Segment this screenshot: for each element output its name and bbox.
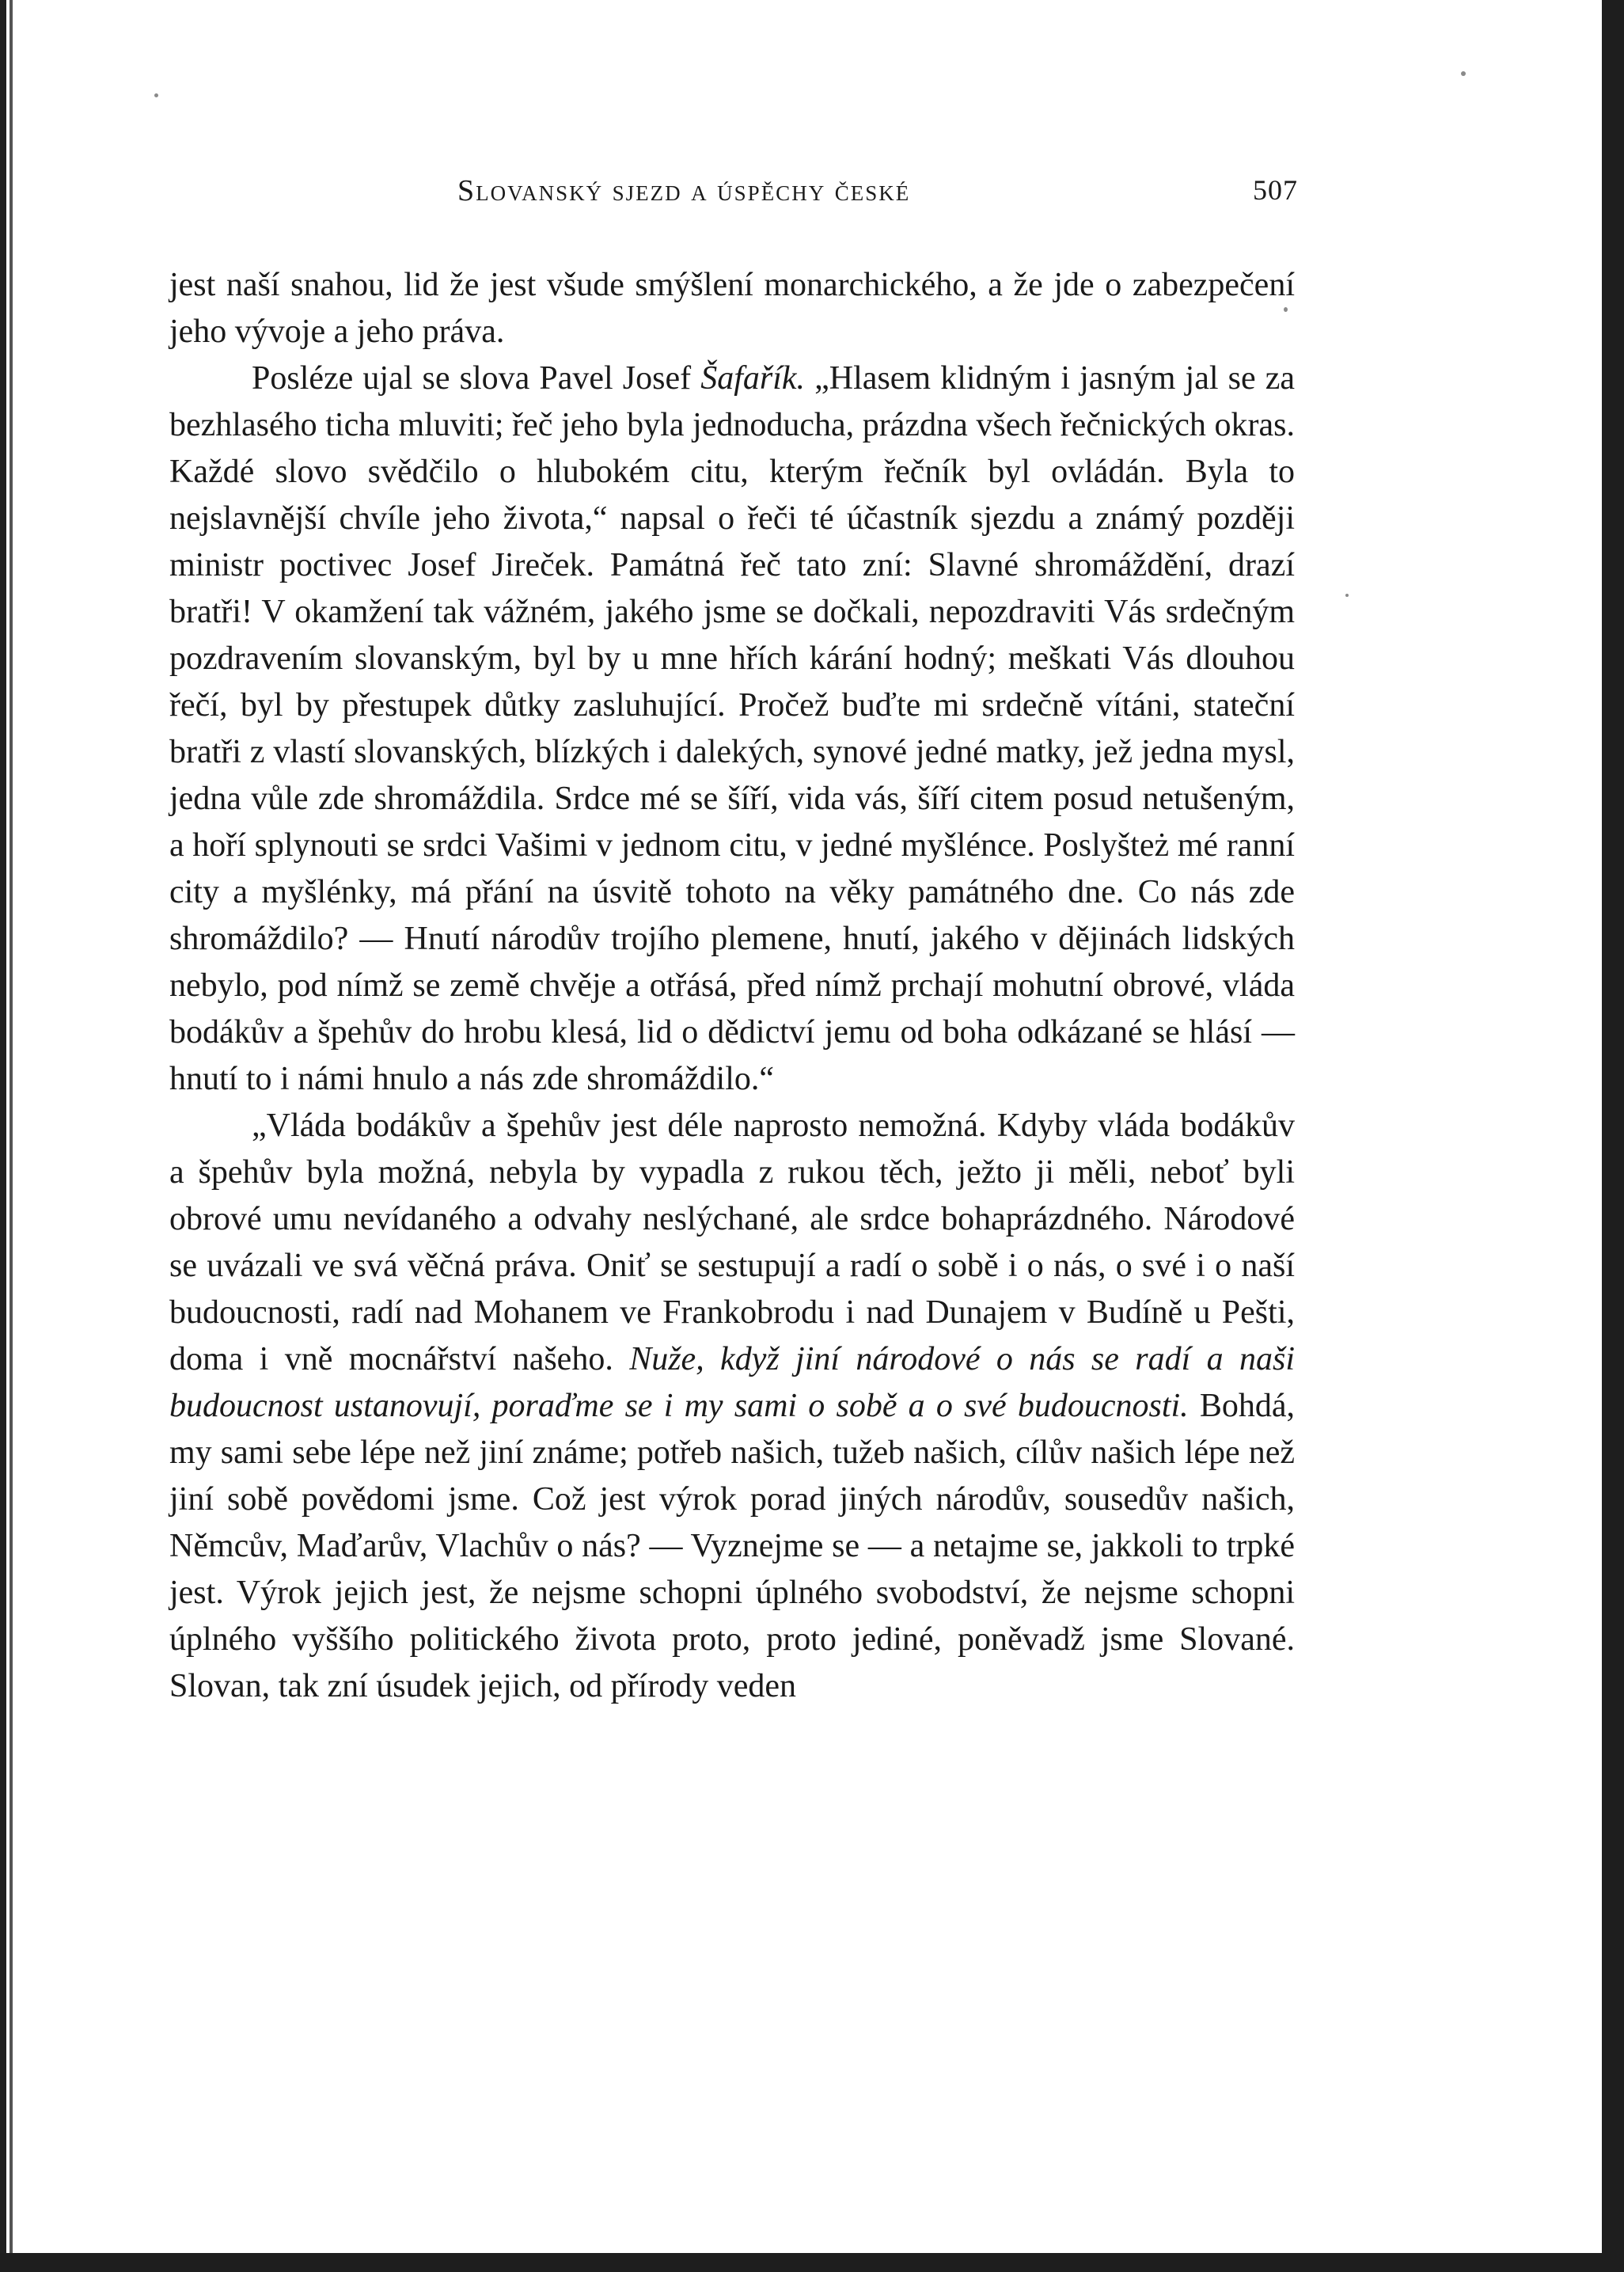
paragraph-speech-continued xyxy=(169,1103,1295,1710)
speaker-name: Šafařík. xyxy=(700,360,806,397)
emphasized-text: Nuže, když jiní národové o nás se radí a naši budoucnost ustanovují, poraďme se i my sami o sobě a o své budoucnosti. xyxy=(169,1341,1296,1424)
dust-speck xyxy=(1461,71,1466,76)
paragraph-text: „Vláda bodákův a špehův jest déle naprosto nemožná. Kdyby vláda bodákův a špehův byla možná, nebyla by vypadla z rukou těch, ježto ji měli, neboť byli obrové umu nevídaného a odvahy neslýchané, ale srdce bohaprázdného. Národové se uvázali ve svá věčná práva. Oniť se sestupují a radí o sobě i o nás, o své i o naší budoucnosti, radí nad Mohanem ve Frankobrodu i nad Dunajem v Budíně u Pešti, doma i vně mocnářství našeho. xyxy=(169,1108,1295,1377)
scan-edge-left xyxy=(0,0,6,2272)
text-body xyxy=(169,262,1295,1710)
paragraph-safarik-speech xyxy=(169,355,1295,1103)
running-title: Slovanský sjezd a úspěchy české xyxy=(457,174,911,207)
paragraph-continuation: jest naší snahou, lid že jest všude smýšlení monarchického, a že jde o zabezpečení jeho vývoje a jeho práva. xyxy=(169,267,1295,350)
scan-edge-right xyxy=(1602,0,1624,2272)
book-page xyxy=(169,162,1298,1710)
paragraph-text: Posléze ujal se slova Pavel Josef xyxy=(252,360,701,397)
dust-speck xyxy=(1345,594,1349,597)
running-head xyxy=(169,162,1298,210)
scan-edge-bottom xyxy=(0,2253,1624,2272)
paragraph-text: Bohdá, my sami sebe lépe než jiní známe; potřeb našich, tužeb našich, cílův našich lépe než jiní sobě povědomi jsme. Což jest výrok porad jiných národův, sousedův našich, Němcův, Maďarův, Vlachův o nás? — Vyznejme se — a netajme se, jakkoli to trpké jest. Výrok jejich jest, že nejsme schopni úplného svobodství, že nejsme schopni úplného vyššího politického života proto, proto jediné, poněvadž jsme Slované. Slovan, tak zní úsudek jejich, od přírody veden xyxy=(169,1388,1295,1704)
page-number: 507 xyxy=(1253,174,1298,206)
dust-speck xyxy=(154,93,158,97)
scan-edge-left-inner xyxy=(9,0,13,2272)
paragraph-text: „Hlasem klidným i jasným jal se za bezhlasého ticha mluviti; řeč jeho byla jednoducha, prázdna všech řečnických okras. Každé slovo svědčilo o hlubokém citu, kterým řečník byl ovládán. Byla to nejslavnější chvíle jeho života,“ napsal o řeči té účastník sjezdu a známý později ministr poctivec Josef Jireček. Památná řeč tato zní: Slavné shromáždění, drazí bratři! V okamžení tak vážném, jakého jsme se dočkali, nepozdraviti Vás srdečným pozdravením slovanským, byl by u mne hřích kárání hodný; meškati Vás dlouhou řečí, byl by přestupek důtky zasluhující. Pročež buďte mi srdečně vítáni, stateční bratři z vlastí slovanských, blízkých i dalekých, synové jedné matky, jež jedna mysl, jedna vůle zde shromáždila. Srdce mé se šíří, vida vás, šíří citem posud netušeným, a hoří splynouti se srdci Vašimi v jednom citu, v jedné myšlénce. Poslyšteż mé ranní city a myšlénky, má přání na úsvitě tohoto na věky památného dne. Co nás zde shromáždilo? — Hnutí národův trojího plemene, hnutí, jakého v dějinách lidských nebylo, pod nímž se země chvěje a otřásá, před nímž prchají mohutní obrové, vláda bodákův a špehův do hrobu klesá, lid o dědictví jemu od boha odkázané se hlásí — hnutí to i námi hnulo a nás zde shromáždilo.“ xyxy=(169,360,1296,1097)
